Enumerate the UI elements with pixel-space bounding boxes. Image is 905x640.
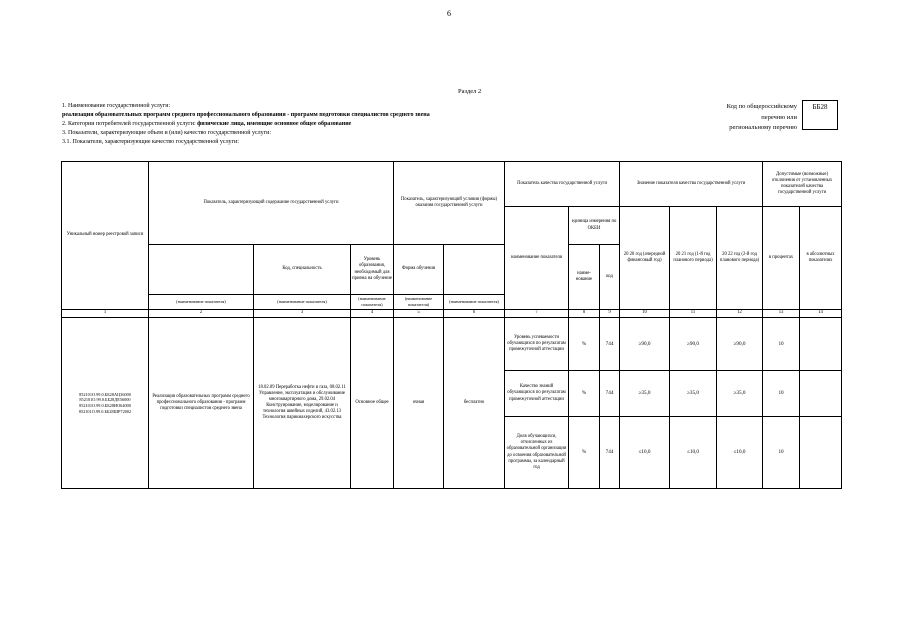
registry-code-box: ББ28	[802, 100, 838, 130]
consumer-category-value: физические лица, имеющие основное общее образование	[197, 121, 352, 127]
header-deviation-absolute: в абсолютных показателях	[800, 207, 842, 310]
indicator-value-year-1: ≥35,0	[620, 371, 670, 417]
col-number: 5	[394, 310, 444, 318]
header-registry-number: Уникальный номер реестровой записи	[62, 162, 149, 310]
indicator-value-year-3: ≥35,0	[717, 371, 763, 417]
col-number: 10	[620, 310, 670, 318]
study-form: очная	[394, 318, 444, 489]
col-number: 7	[505, 310, 569, 318]
col-number: 4	[351, 310, 394, 318]
registry-code-label-3: региональному перечню	[729, 124, 797, 131]
indicator-name: Доля обучающихся, отчисленных из образовательной организации до освоения образовательной программы, за календарный год	[505, 417, 569, 489]
subheader-name-4: (наименование показателя)	[394, 295, 444, 310]
subheader-name-5: (наименование показателя)	[444, 295, 505, 310]
header-year-1: 20 20 год (очередной финансовый год)	[620, 207, 670, 310]
header-conditions-indicator: Показатель, характеризующий условия (формы) оказания государственной услуги	[394, 162, 505, 245]
indicator-code: 744	[600, 371, 620, 417]
header-year-2: 20 21 год (1-й год планового периода)	[670, 207, 717, 310]
header-year-3: 20 22 год (2-й год планового периода)	[717, 207, 763, 310]
header-indicator-value: Значение показателя качества государственной услуги	[620, 162, 763, 207]
col-number: 2	[149, 310, 254, 318]
header-content-blank	[149, 245, 254, 295]
indicator-deviation-percent: 10	[763, 417, 800, 489]
indicator-name: Качество знаний обучающихся по результатам промежуточной аттестации	[505, 371, 569, 417]
program-name: Реализация образовательных программ среднего профессионального образования - программ подготовки специалистов среднего звена	[149, 318, 254, 489]
indicator-deviation-percent: 10	[763, 371, 800, 417]
specialties: 18.02.09 Переработка нефти и газа, 08.02.11 Управление, эксплуатация и обслуживание многоквартирного дома, 29.02.04 Конструирование, моделирование и технология швейных изделий, 43.02.13 Технология парикмахерского искусства	[254, 318, 351, 489]
col-number: 6	[444, 310, 505, 318]
registry-numbers: 852101О.99.0.ББ28АЦ36000 852101О.99.0.ББ28ДЕ56000 852101О.99.0.ББ28ИО64000 852101О.99.0.ББ28ШР72002	[62, 318, 149, 489]
section-title: Раздел 2	[458, 88, 482, 95]
col-number: 3	[254, 310, 351, 318]
indicator-code: 744	[600, 318, 620, 371]
indicator-code: 744	[600, 417, 620, 489]
col-number: 11	[670, 310, 717, 318]
indicator-deviation-absolute	[800, 417, 842, 489]
indicator-deviation-percent: 10	[763, 318, 800, 371]
indicator-value-year-1: ≤10,0	[620, 417, 670, 489]
header-deviation-percent: в процентах	[763, 207, 800, 310]
quality-indicators-table	[61, 161, 842, 489]
indicator-value-year-3: ≥90,0	[717, 318, 763, 371]
subheader-name-1: (наименование показателя)	[149, 295, 254, 310]
col-number: 13	[763, 310, 800, 318]
page-number: 6	[447, 9, 451, 18]
col-number: 9	[600, 310, 620, 318]
service-name: реализация образовательных программ среднего профессионального образования - программ подготовки специалистов среднего звена	[62, 112, 430, 118]
header-unit-name: наиме-нование	[569, 245, 600, 310]
col-number: 1	[62, 310, 149, 318]
indicator-value-year-2: ≥90,0	[670, 318, 717, 371]
header-indicator-name: наименование показателя	[505, 207, 569, 310]
header-unit: единица измерения по ОКЕИ	[569, 207, 620, 245]
indicator-value-year-2: ≤10,0	[670, 417, 717, 489]
indicator-value-year-2: ≥35,0	[670, 371, 717, 417]
registry-code-label-1: Код по общероссийскому	[726, 103, 797, 110]
service-name-label: 1. Наименование государственной услуги:	[62, 103, 171, 109]
col-number: 8	[569, 310, 600, 318]
header-study-form: Форма обучения	[394, 245, 444, 295]
header-content-indicator: Показатель, характеризующий содержание государственной услуги	[149, 162, 394, 245]
header-specialty: Код, специальность	[254, 245, 351, 295]
header-deviation: Допустимые (возможные) отклонения от установленных показателей качества государственной услуги	[763, 162, 842, 207]
indicator-deviation-absolute	[800, 318, 842, 371]
payment-type: бесплатно	[444, 318, 505, 489]
indicator-name: Уровень успеваемости обучающихся по результатам промежуточной аттестации	[505, 318, 569, 371]
education-level: Основное общее	[351, 318, 394, 489]
indicator-unit: %	[569, 318, 600, 371]
header-quality-indicator: Показатель качества государственной услуги	[505, 162, 620, 207]
indicator-unit: %	[569, 371, 600, 417]
indicator-value-year-3: ≤10,0	[717, 417, 763, 489]
indicator-deviation-absolute	[800, 371, 842, 417]
registry-code-label-2: перечню или	[761, 114, 797, 121]
col-number: 12	[717, 310, 763, 318]
subheader-name-2: (наименование показателя)	[254, 295, 351, 310]
quality-indicators-heading: 3.1. Показатели, характеризующие качество государственной услуги:	[62, 139, 239, 145]
col-number: 14	[800, 310, 842, 318]
indicator-unit: %	[569, 417, 600, 489]
header-unit-code: код	[600, 245, 620, 310]
consumer-category	[62, 121, 351, 127]
indicator-value-year-1: ≥90,0	[620, 318, 670, 371]
indicators-heading: 3. Показатели, характеризующие объем и (или) качество государственной услуги:	[62, 130, 271, 136]
consumer-category-label: 2. Категории потребителей государственной услуги:	[62, 121, 196, 127]
subheader-name-3: (наименование показателя)	[351, 295, 394, 310]
header-education-level: Уровень образования, необходимый для приема на обучение	[351, 245, 394, 295]
header-conditions-blank	[444, 245, 505, 295]
